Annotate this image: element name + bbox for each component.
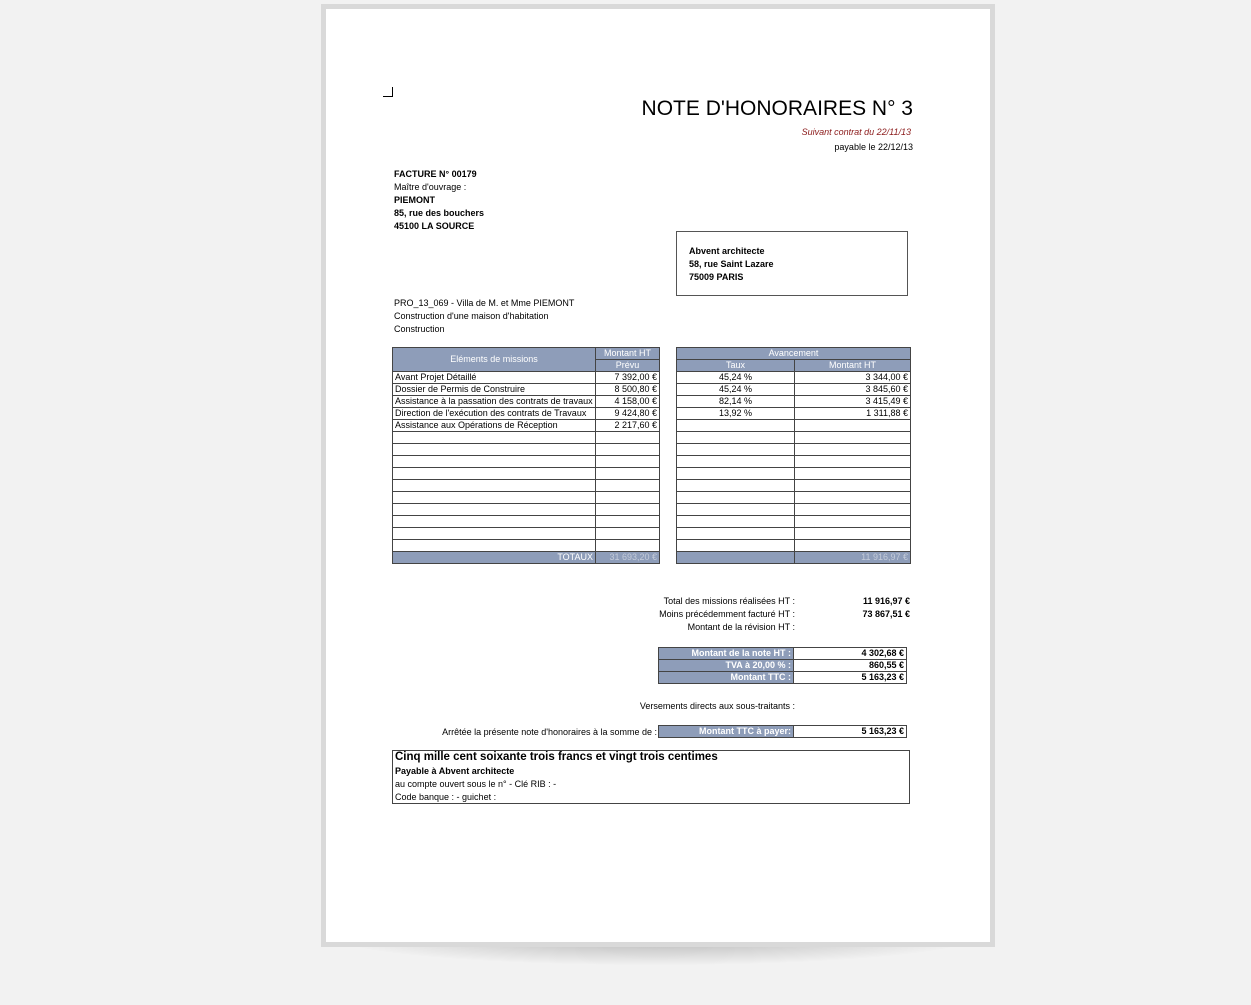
table-row	[677, 396, 911, 408]
client-street: 85, rue des bouchers	[394, 208, 485, 218]
table-row	[677, 384, 911, 396]
mission-label: Assistance aux Opérations de Réception	[393, 420, 596, 432]
note-ht-label: Montant de la note HT :	[659, 648, 794, 660]
missions-table	[392, 347, 660, 564]
crop-mark	[383, 87, 393, 97]
empty-row	[677, 456, 911, 468]
invoice-number: FACTURE N° 00179	[394, 169, 477, 179]
architect-city: 75009 PARIS	[689, 272, 744, 282]
mission-label: Direction de l'exécution des contrats de Travaux	[393, 408, 596, 420]
progress-amount: 3 845,60 €	[795, 384, 911, 396]
table-row	[659, 660, 907, 672]
empty-row	[677, 420, 911, 432]
progress-amount: 1 311,88 €	[795, 408, 911, 420]
done-label: Total des missions réalisées HT :	[663, 596, 795, 606]
table-row	[393, 372, 660, 384]
mission-amount: 9 424,80 €	[596, 408, 660, 420]
table-row	[659, 726, 907, 738]
empty-row	[677, 504, 911, 516]
previous-label: Moins précédemment facturé HT :	[659, 609, 795, 619]
client-city: 45100 LA SOURCE	[394, 221, 475, 231]
table-row	[659, 672, 907, 684]
progress-amount: 3 344,00 €	[795, 372, 911, 384]
table-row	[659, 648, 907, 660]
note-ttc-label: Montant TTC :	[659, 672, 794, 684]
table-row	[393, 408, 660, 420]
totals-label: TOTAUX	[393, 552, 596, 564]
progress-table	[676, 347, 911, 564]
final-value: 5 163,23 €	[794, 726, 907, 738]
missions-header-amount: Montant HT	[596, 348, 660, 360]
final-label: Montant TTC à payer:	[659, 726, 794, 738]
mission-label: Dossier de Permis de Construire	[393, 384, 596, 396]
bank-info: Code banque : - guichet :	[395, 792, 497, 802]
table-row	[677, 408, 911, 420]
missions-header-element: Eléments de missions	[393, 348, 596, 372]
empty-row	[393, 456, 660, 468]
empty-row	[677, 492, 911, 504]
final-sentence: Arrêtée la présente note d'honoraires à la somme de :	[442, 727, 657, 737]
payment-details-box	[392, 750, 910, 804]
mission-amount: 7 392,00 €	[596, 372, 660, 384]
empty-row	[677, 480, 911, 492]
empty-row	[393, 492, 660, 504]
empty-row	[677, 432, 911, 444]
empty-row	[677, 468, 911, 480]
revision-label: Montant de la révision HT :	[687, 622, 795, 632]
subcontractors-label: Versements directs aux sous-traitants :	[639, 701, 795, 711]
note-totals-table	[658, 647, 907, 684]
mission-amount: 2 217,60 €	[596, 420, 660, 432]
empty-row	[393, 504, 660, 516]
totals-row	[677, 552, 911, 564]
done-value: 11 916,97 €	[862, 596, 910, 606]
note-tva-value: 860,55 €	[794, 660, 907, 672]
empty-row	[393, 444, 660, 456]
missions-header-planned: Prévu	[596, 360, 660, 372]
empty-row	[393, 540, 660, 552]
mission-amount: 8 500,80 €	[596, 384, 660, 396]
invoice-page	[321, 4, 995, 947]
project-type: Construction	[394, 324, 445, 334]
empty-row	[393, 432, 660, 444]
progress-rate: 45,24 %	[677, 372, 795, 384]
empty-row	[677, 516, 911, 528]
table-row	[393, 384, 660, 396]
architect-name: Abvent architecte	[689, 246, 765, 256]
note-ht-value: 4 302,68 €	[794, 648, 907, 660]
mission-amount: 4 158,00 €	[596, 396, 660, 408]
previous-value: 73 867,51 €	[862, 609, 910, 619]
empty-row	[677, 444, 911, 456]
progress-rate: 45,24 %	[677, 384, 795, 396]
final-amount-table	[658, 725, 907, 738]
totals-row	[393, 552, 660, 564]
amount-in-words: Cinq mille cent soixante trois francs et vingt trois centimes	[395, 751, 718, 763]
mission-label: Assistance à la passation des contrats de travaux	[393, 396, 596, 408]
note-ttc-value: 5 163,23 €	[794, 672, 907, 684]
empty-row	[677, 540, 911, 552]
empty-row	[393, 480, 660, 492]
progress-header: Avancement	[677, 348, 911, 360]
contract-reference: Suivant contrat du 22/11/13	[801, 127, 911, 137]
owner-label: Maître d'ouvrage :	[394, 182, 467, 192]
progress-header-rate: Taux	[677, 360, 795, 372]
account-info: au compte ouvert sous le n° - Clé RIB : -	[395, 779, 557, 789]
payable-date: payable le 22/12/13	[834, 142, 913, 152]
progress-amount: 3 415,49 €	[795, 396, 911, 408]
table-row	[677, 372, 911, 384]
empty-row	[677, 528, 911, 540]
table-row	[393, 420, 660, 432]
project-reference: PRO_13_069 - Villa de M. et Mme PIEMONT	[394, 298, 575, 308]
table-row	[393, 396, 660, 408]
document-title: NOTE D'HONORAIRES N° 3	[641, 97, 913, 120]
architect-street: 58, rue Saint Lazare	[689, 259, 774, 269]
mission-label: Avant Projet Détaillé	[393, 372, 596, 384]
project-description: Construction d'une maison d'habitation	[394, 311, 549, 321]
client-name: PIEMONT	[394, 195, 436, 205]
empty-row	[393, 528, 660, 540]
missions-total: 31 693,20 €	[596, 552, 660, 564]
progress-rate: 13,92 %	[677, 408, 795, 420]
empty-row	[393, 468, 660, 480]
note-tva-label: TVA à 20,00 % :	[659, 660, 794, 672]
empty-row	[393, 516, 660, 528]
architect-address-box	[676, 231, 908, 296]
progress-rate: 82,14 %	[677, 396, 795, 408]
payable-to: Payable à Abvent architecte	[395, 766, 515, 776]
progress-header-amount: Montant HT	[795, 360, 911, 372]
progress-total: 11 916,97 €	[795, 552, 911, 564]
